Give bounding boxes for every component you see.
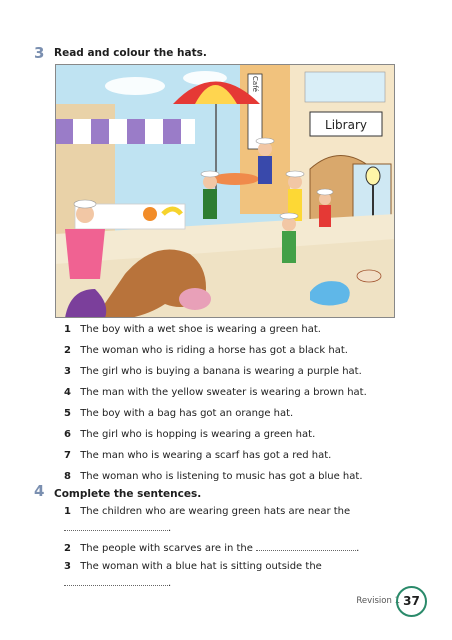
section-label: Revision 1 bbox=[356, 596, 400, 606]
answer-line[interactable]: . bbox=[64, 576, 171, 589]
list-item: 1 The children who are wearing green hats are near the bbox=[64, 506, 351, 517]
list-item: 7 The man who is wearing a scarf has got a red hat. bbox=[64, 450, 332, 461]
cafe-sign: Café bbox=[251, 76, 259, 92]
street-scene-illustration bbox=[55, 64, 395, 318]
list-item: 2 The woman who is riding a horse has got a black hat. bbox=[64, 345, 348, 356]
exercise-number: 3 bbox=[34, 44, 45, 62]
list-item: 5 The boy with a bag has got an orange hat. bbox=[64, 408, 294, 419]
exercise-title: Complete the sentences. bbox=[54, 488, 202, 500]
exercise-number: 4 bbox=[34, 482, 45, 500]
library-sign: Library bbox=[325, 118, 367, 132]
list-item: 2 The people with scarves are in the . bbox=[64, 543, 360, 554]
list-item: 4 The man with the yellow sweater is wearing a brown hat. bbox=[64, 387, 367, 398]
answer-blank[interactable] bbox=[256, 541, 356, 551]
list-item: 3 The woman with a blue hat is sitting outside the bbox=[64, 561, 322, 572]
answer-line[interactable]: . bbox=[64, 521, 171, 534]
answer-blank[interactable] bbox=[64, 521, 168, 531]
list-item: 8 The woman who is listening to music has got a blue hat. bbox=[64, 471, 363, 482]
list-item: 6 The girl who is hopping is wearing a green hat. bbox=[64, 429, 316, 440]
page-number-badge: 37 bbox=[396, 586, 427, 617]
exercise-title: Read and colour the hats. bbox=[54, 47, 207, 59]
answer-blank[interactable] bbox=[64, 576, 168, 586]
list-item: 3 The girl who is buying a banana is wearing a purple hat. bbox=[64, 366, 362, 377]
list-item: 1 The boy with a wet shoe is wearing a green hat. bbox=[64, 324, 321, 335]
